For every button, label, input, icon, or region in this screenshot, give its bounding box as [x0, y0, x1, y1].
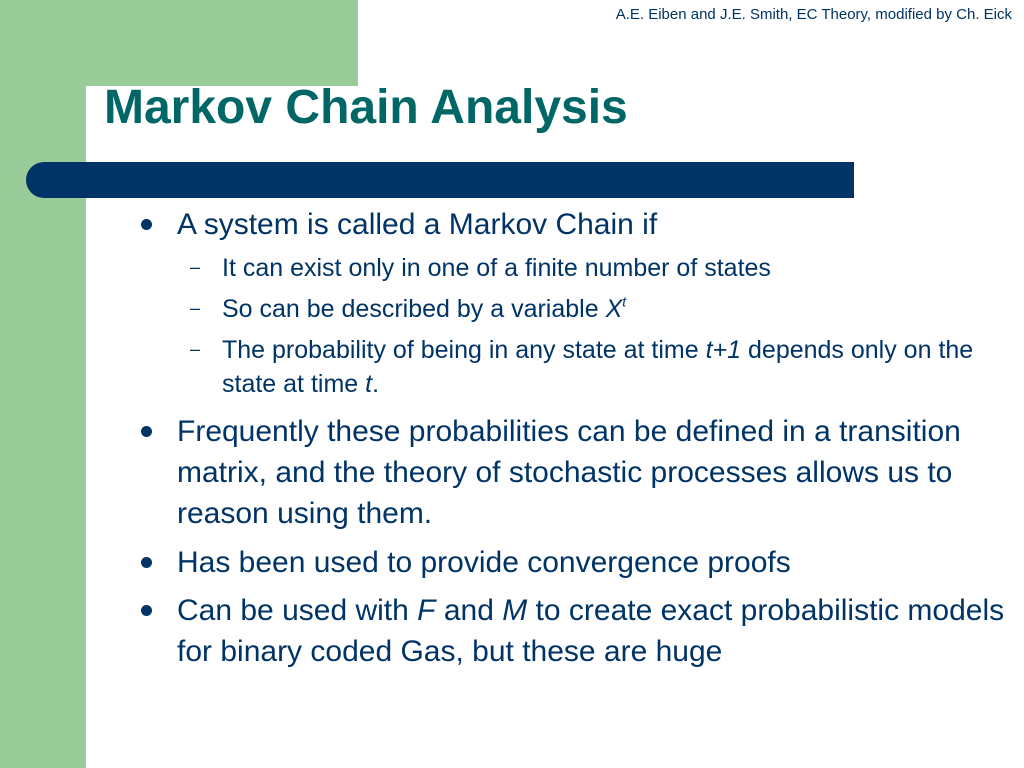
- bullet-text: Can be used with: [177, 594, 418, 627]
- bullet-dot: [141, 426, 152, 437]
- bullet-text: A system is called a Markov Chain if: [177, 208, 658, 241]
- sub-bullet-text: The probability of being in any state at time: [222, 336, 706, 364]
- bullet-text: and: [435, 594, 503, 627]
- sub-bullet-item: [222, 292, 1002, 326]
- variable-m: M: [502, 594, 528, 627]
- dash-marker: –: [190, 257, 201, 277]
- variable-t-plus-1: t+1: [705, 336, 742, 364]
- bullet-text: to create exact probabilistic models for binary coded Gas, but these are huge: [177, 594, 1005, 668]
- sub-bullet-item: [222, 251, 1002, 285]
- bullet-text: Frequently these probabilities can be defined in a transition matrix, and the theory of stochastic processes allows us to reason using them.: [177, 415, 961, 530]
- variable-f: F: [417, 594, 436, 627]
- bullet-item: [177, 411, 1007, 534]
- dash-marker: –: [190, 339, 201, 359]
- variable-t: t: [365, 370, 373, 398]
- slide-title: Markov Chain Analysis: [104, 81, 628, 134]
- bullet-dot: [141, 605, 152, 616]
- sub-bullet-text: So can be described by a variable: [222, 295, 606, 323]
- sub-bullet-item: [222, 333, 1002, 401]
- dash-marker: –: [190, 298, 201, 318]
- sub-bullet-text: .: [372, 370, 380, 398]
- sub-bullet-text: It can exist only in one of a finite number of states: [222, 254, 771, 282]
- bullet-text: Has been used to provide convergence proofs: [177, 546, 791, 579]
- bullet-dot: [141, 557, 152, 568]
- bullet-item: [177, 204, 1007, 245]
- bullet-item: [177, 590, 1007, 672]
- variable-x: X: [605, 295, 623, 323]
- bullet-dot: [141, 219, 152, 230]
- bullet-item: [177, 542, 1007, 583]
- header-attribution: A.E. Eiben and J.E. Smith, EC Theory, modified by Ch. Eick: [615, 6, 1012, 23]
- superscript-t: t: [622, 294, 627, 310]
- sub-bullet-text: depends only on the state at time: [222, 336, 974, 398]
